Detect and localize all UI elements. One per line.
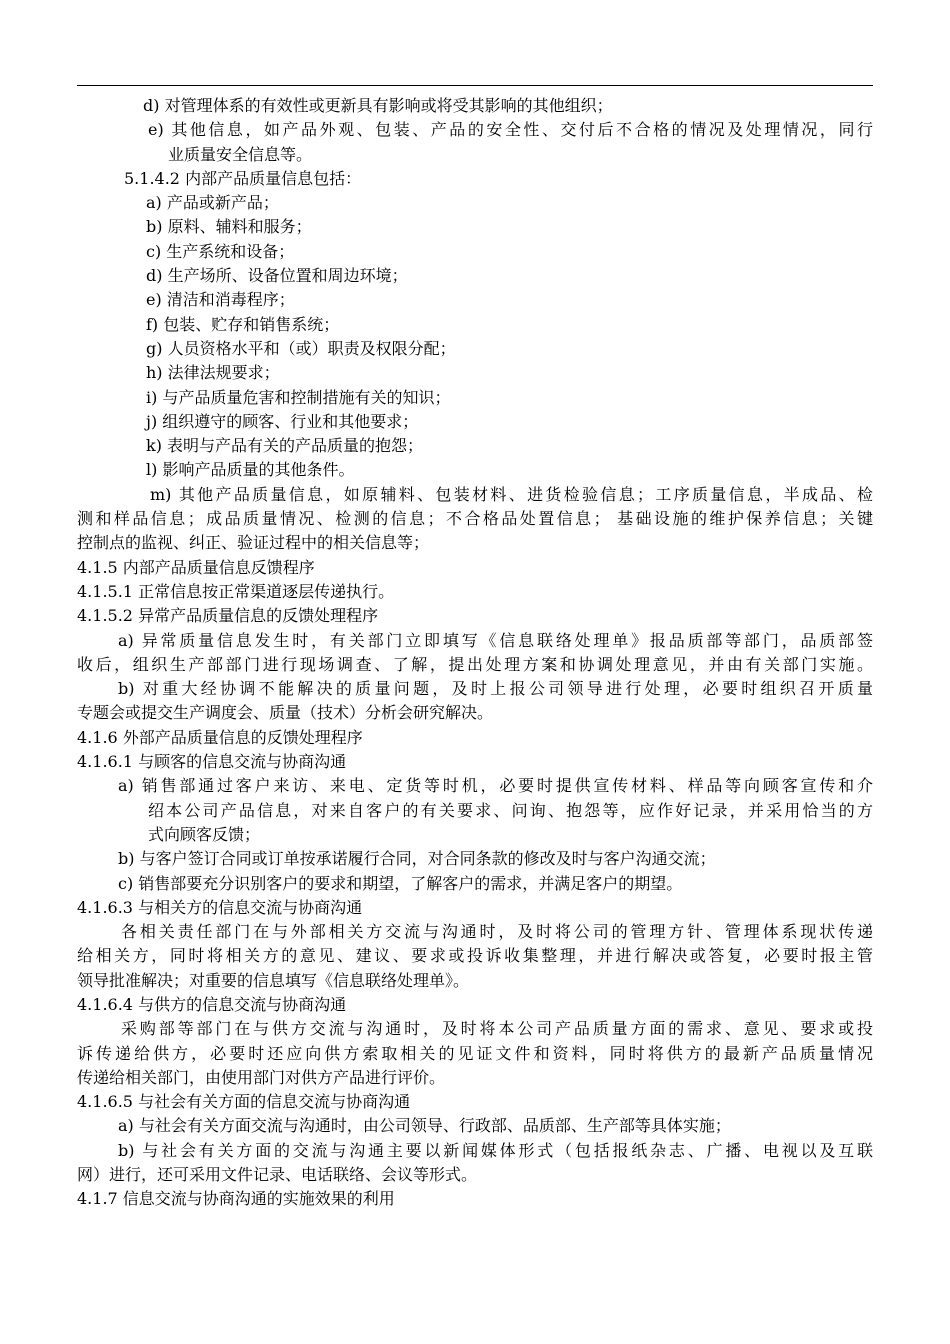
list-item: k) 表明与产品有关的产品质量的抱怨； [146, 436, 424, 456]
list-item: f) 包装、贮存和销售系统； [146, 314, 340, 334]
document-body [77, 94, 873, 1212]
text-line: 测和样品信息；成品质量情况、检测的信息；不合格品处置信息； 基础设施的维护保养信息；关键 [77, 509, 873, 529]
list-item: j) 组织遵守的顾客、行业和其他要求； [146, 411, 419, 431]
section-heading: 4.1.6.3 与相关方的信息交流与协商沟通 [77, 897, 363, 917]
list-item: c) 生产系统和设备； [146, 241, 295, 261]
list-item: a) 与社会有关方面交流与沟通时，由公司领导、行政部、品质部、生产部等具体实施； [118, 1116, 731, 1136]
paragraph-line: 领导批准解决；对重要的信息填写《信息联络处理单》。 [77, 970, 470, 990]
list-item: a) 产品或新产品； [146, 193, 279, 213]
list-item: b) 与社会有关方面的交流与沟通主要以新闻媒体形式（包括报纸杂志、广播、电视以及互联 [118, 1140, 873, 1160]
list-item: b) 原料、辅料和服务； [146, 217, 312, 237]
text-line: e) 其他信息，如产品外观、包装、产品的安全性、交付后不合格的情况及处理情况，同行 [148, 120, 873, 140]
paragraph-line: 给相关方，同时将相关方的意见、建议、要求或投诉收集整理，并进行解决或答复，必要时报主管 [77, 946, 873, 966]
list-item: i) 与产品质量危害和控制措施有关的知识； [146, 387, 451, 407]
text-line: 绍本公司产品信息，对来自客户的有关要求、问询、抱怨等，应作好记录，并采用恰当的方 [148, 800, 873, 820]
paragraph-line: 采购部等部门在与供方交流与沟通时，及时将本公司产品质量方面的需求、意见、要求或投 [121, 1019, 873, 1039]
text-line: d) 对管理体系的有效性或更新具有影响或将受其影响的其他组织； [143, 96, 613, 115]
paragraph-line: 诉传递给供方，必要时还应向供方索取相关的见证文件和资料，同时将供方的最新产品质量情况 [77, 1043, 873, 1063]
list-item: m) 其他产品质量信息，如原辅料、包装材料、进货检验信息；工序质量信息，半成品、检 [150, 484, 873, 504]
list-item: a) 销售部通过客户来访、来电、定货等时机，必要时提供宣传材料、样品等向顾客宣传和介 [118, 776, 873, 796]
section-heading: 5.1.4.2 内部产品质量信息包括： [124, 168, 362, 188]
paragraph-line: 各相关责任部门在与外部相关方交流与沟通时，及时将公司的管理方针、管理体系现状传递 [121, 922, 873, 942]
list-item: b) 与客户签订合同或订单按承诺履行合同，对合同条款的修改及时与客户沟通交流； [118, 849, 716, 869]
list-item: d) 生产场所、设备位置和周边环境； [146, 266, 408, 286]
section-heading: 4.1.5.1 正常信息按正常渠道逐层传递执行。 [77, 581, 395, 601]
list-item: b) 对重大经协调不能解决的质量问题，及时上报公司领导进行处理，必要时组织召开质量 [118, 679, 873, 699]
text-line: 网）进行，还可采用文件记录、电话联络、会议等形式。 [77, 1165, 478, 1185]
text-line: 式向顾客反馈； [148, 824, 261, 844]
list-item: e) 清洁和消毒程序； [146, 290, 295, 310]
list-item: h) 法律法规要求； [146, 363, 280, 383]
section-heading: 4.1.7 信息交流与协商沟通的实施效果的利用 [77, 1189, 395, 1209]
section-heading: 4.1.5.2 异常产品质量信息的反馈处理程序 [77, 606, 379, 626]
text-line: 控制点的监视、纠正、验证过程中的相关信息等； [77, 533, 430, 553]
section-heading: 4.1.6.1 与顾客的信息交流与协商沟通 [77, 752, 347, 772]
header-rule [77, 85, 873, 86]
section-heading: 4.1.5 内部产品质量信息反馈程序 [77, 557, 315, 577]
section-heading: 4.1.6.5 与社会有关方面的信息交流与协商沟通 [77, 1092, 411, 1112]
section-heading: 4.1.6 外部产品质量信息的反馈处理程序 [77, 727, 363, 747]
section-heading: 4.1.6.4 与供方的信息交流与协商沟通 [77, 994, 347, 1014]
list-item: l) 影响产品质量的其他条件。 [146, 460, 355, 480]
text-line: 业质量安全信息等。 [168, 144, 313, 164]
list-item: g) 人员资格水平和（或）职责及权限分配； [146, 338, 456, 358]
list-item: c) 销售部要充分识别客户的要求和期望，了解客户的需求，并满足客户的期望。 [118, 873, 683, 893]
text-line: 收后，组织生产部部门进行现场调查、了解，提出处理方案和协调处理意见，并由有关部门实施。 [77, 654, 873, 674]
text-line: 专题会或提交生产调度会、质量（技术）分析会研究解决。 [77, 703, 494, 723]
list-item: a) 异常质量信息发生时，有关部门立即填写《信息联络处理单》报品质部等部门，品质部签 [118, 630, 873, 650]
paragraph-line: 传递给相关部门，由使用部门对供方产品进行评价。 [77, 1067, 446, 1087]
